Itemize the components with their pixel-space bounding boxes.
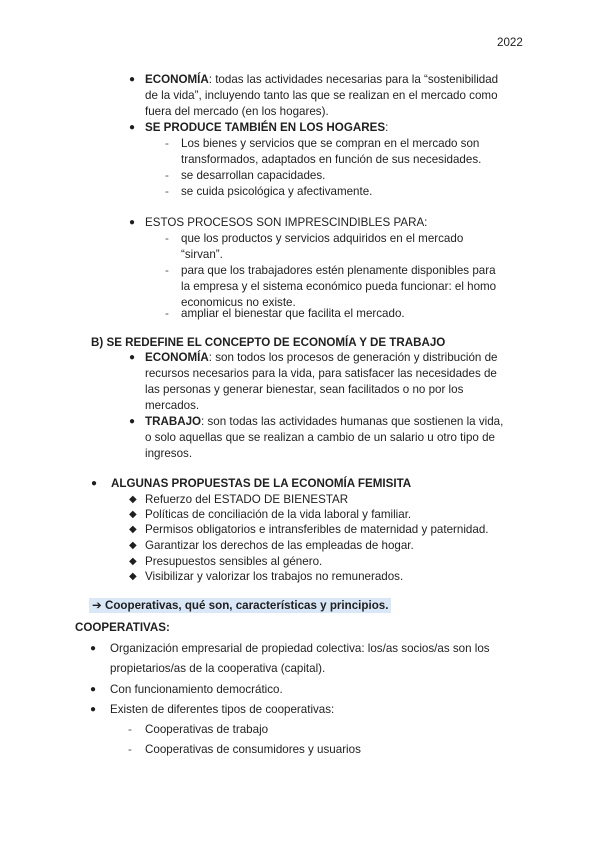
propuesta-item: Políticas de conciliación de la vida laboral y familiar. xyxy=(145,508,412,521)
trabajo-definition-3: ingresos. xyxy=(145,447,193,460)
propuesta-item: Visibilizar y valorizar los trabajos no remunerados. xyxy=(145,570,404,583)
hogares-sub: se desarrollan capacidades. xyxy=(181,169,326,182)
page-year: 2022 xyxy=(497,36,523,49)
dash-icon: - xyxy=(165,264,169,277)
propuesta-item: Presupuestos sensibles al género. xyxy=(145,555,323,568)
propuesta-item: Permisos obligatorios e intransferibles de maternidad y paternidad. xyxy=(145,523,489,536)
economia-redefinida-2: recursos necesarios para la vida, para satisfacer las necesidades de xyxy=(145,367,497,380)
economia-redefinida-1: ECONOMÍA: son todos los procesos de generación y distribución de xyxy=(145,351,498,364)
hogares-sub: se cuida psicológica y afectivamente. xyxy=(181,185,373,198)
bullet-icon: ● xyxy=(129,74,136,85)
bullet-icon: ● xyxy=(90,704,97,715)
dash-icon: - xyxy=(165,185,169,198)
diamond-bullet-icon: ◆ xyxy=(129,509,137,520)
cooperativa-democratico: Con funcionamiento democrático. xyxy=(110,683,283,696)
procesos-heading: ESTOS PROCESOS SON IMPRESCINDIBLES PARA: xyxy=(145,216,428,229)
cooperativas-arrow-heading: ➔ Cooperativas, qué son, características y principios. xyxy=(89,598,391,614)
dash-icon: - xyxy=(165,169,169,182)
procesos-sub: para que los trabajadores estén plenamente disponibles para xyxy=(181,264,496,277)
procesos-sub: economicus no existe. xyxy=(181,296,296,309)
hogares-sub: Los bienes y servicios que se compran en el mercado son xyxy=(181,137,480,150)
diamond-bullet-icon: ◆ xyxy=(129,540,137,551)
hogares-heading: SE PRODUCE TAMBIÉN EN LOS HOGARES: xyxy=(145,121,389,134)
cooperativa-tipo: Cooperativas de trabajo xyxy=(145,723,269,736)
cooperativas-title: COOPERATIVAS: xyxy=(75,621,170,634)
diamond-bullet-icon: ◆ xyxy=(129,494,137,505)
propuestas-heading: ALGUNAS PROPUESTAS DE LA ECONOMÍA FEMISITA xyxy=(111,477,412,490)
dash-icon: - xyxy=(128,743,132,756)
procesos-sub: la empresa y el sistema económico pueda funcionar: el homo xyxy=(181,280,497,293)
cooperativa-definition-2: propietarios/as de la cooperativa (capital). xyxy=(110,662,326,675)
diamond-bullet-icon: ◆ xyxy=(129,571,137,582)
procesos-sub: que los productos y servicios adquiridos en el mercado xyxy=(181,232,464,245)
arrow-icon: ➔ xyxy=(92,599,102,612)
hogares-sub: transformados, adaptados en función de sus necesidades. xyxy=(181,153,482,166)
cooperativa-definition-1: Organización empresarial de propiedad colectiva: los/as socios/as son los xyxy=(110,642,490,655)
propuesta-item: Garantizar los derechos de las empleadas de hogar. xyxy=(145,539,414,552)
bullet-icon: ● xyxy=(129,352,136,363)
bullet-icon: ● xyxy=(129,217,136,228)
propuesta-item: Refuerzo del ESTADO DE BIENESTAR xyxy=(145,493,349,506)
diamond-bullet-icon: ◆ xyxy=(129,524,137,535)
dash-icon: - xyxy=(165,232,169,245)
economia-redefinida-3: las personas y generar bienestar, sean facilitados o no por los xyxy=(145,383,464,396)
trabajo-definition-2: o solo aquellas que se realizan a cambio de un salario u otro tipo de xyxy=(145,431,495,444)
cooperativa-tipo: Cooperativas de consumidores y usuarios xyxy=(145,743,361,756)
bullet-icon: ● xyxy=(129,416,136,427)
section-b-heading: B) SE REDEFINE EL CONCEPTO DE ECONOMÍA Y DE TRABAJO xyxy=(91,336,446,349)
bullet-icon: ● xyxy=(90,643,97,654)
trabajo-definition-1: TRABAJO: son todas las actividades humanas que sostienen la vida, xyxy=(145,415,504,428)
economia-definition-2: de la vida”, incluyendo tanto las que se realizan en el mercado como xyxy=(145,89,498,102)
economia-definition-1: ECONOMÍA: todas las actividades necesarias para la “sostenibilidad xyxy=(145,73,499,86)
procesos-sub: ampliar el bienestar que facilita el mercado. xyxy=(181,307,405,320)
diamond-bullet-icon: ◆ xyxy=(129,556,137,567)
bullet-icon: ● xyxy=(90,684,97,695)
cooperativa-tipos-intro: Existen de diferentes tipos de cooperativas: xyxy=(110,703,335,716)
procesos-sub: “sirvan”. xyxy=(181,248,223,261)
bullet-icon: ● xyxy=(91,478,98,489)
dash-icon: - xyxy=(165,137,169,150)
economia-redefinida-4: mercados. xyxy=(145,399,200,412)
dash-icon: - xyxy=(128,723,132,736)
dash-icon: - xyxy=(165,307,169,320)
bullet-icon: ● xyxy=(129,122,136,133)
economia-definition-3: fuera del mercado (en los hogares). xyxy=(145,105,329,118)
